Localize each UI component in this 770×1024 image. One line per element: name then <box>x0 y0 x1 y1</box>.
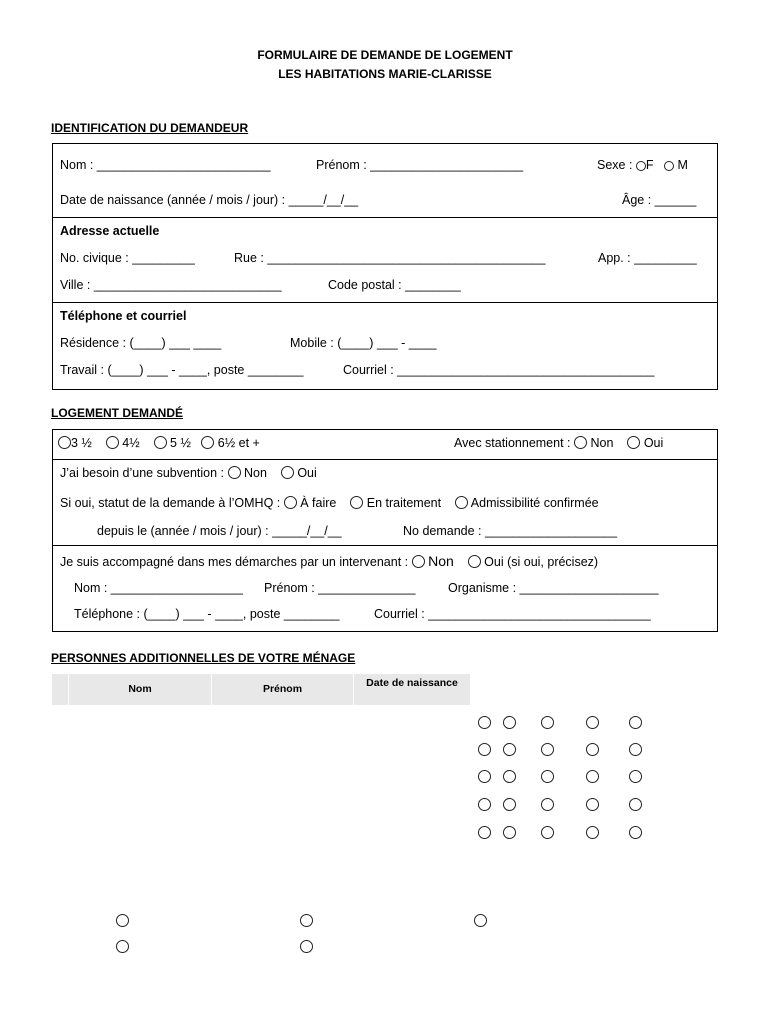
date-naissance-field[interactable]: Date de naissance (année / mois / jour) : _____/__/__ <box>60 193 359 207</box>
stationnement-label: Avec stationnement : <box>454 436 571 450</box>
menage-radio[interactable] <box>478 743 491 756</box>
statut-label: Si oui, statut de la demande à l’OMHQ : <box>60 496 281 510</box>
opt-6-radio[interactable] <box>201 436 214 449</box>
opt-5-label: 5 ½ <box>170 436 191 450</box>
menage-radio[interactable] <box>541 826 554 839</box>
menage-radio[interactable] <box>541 716 554 729</box>
sub-non-radio[interactable] <box>228 466 241 479</box>
extra-radio[interactable] <box>116 914 129 927</box>
divider <box>52 545 718 546</box>
divider <box>52 459 718 460</box>
sexe-f-radio[interactable] <box>636 161 646 171</box>
divider <box>52 302 718 303</box>
menage-radio[interactable] <box>541 770 554 783</box>
acc-non-radio[interactable] <box>412 555 425 568</box>
prenom-field[interactable]: Prénom : ______________________ <box>316 158 524 172</box>
sexe-m-label: M <box>677 158 688 172</box>
opt-5-radio[interactable] <box>154 436 167 449</box>
identification-box <box>52 143 718 390</box>
statut-admis-radio[interactable] <box>455 496 468 509</box>
opt-3-radio[interactable] <box>58 436 71 449</box>
sexe-f-label: F <box>645 158 654 172</box>
acc-non-label: Non <box>428 553 454 569</box>
statut-traitement-radio[interactable] <box>350 496 363 509</box>
sub-non-label: Non <box>243 466 267 480</box>
no-demande-field[interactable]: No demande : ___________________ <box>403 524 618 538</box>
opt-6-label: 6½ et + <box>217 436 260 450</box>
opt-3-label: 3 ½ <box>71 436 92 450</box>
stationnement-row <box>454 436 663 450</box>
adresse-title: Adresse actuelle <box>60 224 160 238</box>
extra-radio[interactable] <box>300 914 313 927</box>
stat-oui-label: Oui <box>643 436 664 450</box>
menage-radio[interactable] <box>629 826 642 839</box>
statut-admis-label: Admissibilité confirmée <box>470 496 599 510</box>
menage-radio[interactable] <box>478 798 491 811</box>
section-identification-title: IDENTIFICATION DU DEMANDEUR <box>51 121 249 135</box>
extra-radio[interactable] <box>474 914 487 927</box>
sub-oui-label: Oui <box>297 466 317 480</box>
acc-oui-label: Oui (si oui, précisez) <box>484 555 599 569</box>
menage-radio[interactable] <box>586 743 599 756</box>
rue-field[interactable]: Rue : ________________________________________ <box>234 251 546 265</box>
nom-field[interactable]: Nom : _________________________ <box>60 158 271 172</box>
menage-radio[interactable] <box>541 798 554 811</box>
ville-field[interactable]: Ville : ___________________________ <box>60 278 282 292</box>
code-postal-field[interactable]: Code postal : ________ <box>328 278 461 292</box>
menage-radio[interactable] <box>629 743 642 756</box>
table-header-nom: Nom <box>69 674 211 705</box>
table-header-date-naissance: Date de naissance <box>354 674 470 705</box>
statut-traitement-label: En traitement <box>366 496 442 510</box>
stat-oui-radio[interactable] <box>627 436 640 449</box>
menage-radio[interactable] <box>503 743 516 756</box>
logement-options <box>58 436 260 450</box>
stat-non-radio[interactable] <box>574 436 587 449</box>
int-telephone-field[interactable]: Téléphone : (____) ___ - ____, poste ________ <box>74 607 340 621</box>
int-nom-field[interactable]: Nom : ___________________ <box>74 581 243 595</box>
menage-radio[interactable] <box>503 770 516 783</box>
menage-radio[interactable] <box>629 798 642 811</box>
menage-radio[interactable] <box>541 743 554 756</box>
menage-radio[interactable] <box>586 798 599 811</box>
statut-faire-radio[interactable] <box>284 496 297 509</box>
subvention-label: J’ai besoin d’une subvention : <box>60 466 225 480</box>
mobile-field[interactable]: Mobile : (____) ___ - ____ <box>290 336 437 350</box>
statut-row <box>60 496 599 510</box>
extra-radio[interactable] <box>300 940 313 953</box>
int-organisme-field[interactable]: Organisme : ____________________ <box>448 581 659 595</box>
sexe-label: Sexe : F M <box>597 158 688 172</box>
menage-radio[interactable] <box>478 716 491 729</box>
menage-radio[interactable] <box>478 770 491 783</box>
menage-radio[interactable] <box>629 716 642 729</box>
app-field[interactable]: App. : _________ <box>598 251 697 265</box>
depuis-field[interactable]: depuis le (année / mois / jour) : _____/__/__ <box>97 524 342 538</box>
telephone-title: Téléphone et courriel <box>60 309 187 323</box>
menage-radio[interactable] <box>629 770 642 783</box>
menage-radio[interactable] <box>503 798 516 811</box>
extra-radio[interactable] <box>116 940 129 953</box>
menage-radio[interactable] <box>586 770 599 783</box>
stat-non-label: Non <box>590 436 614 450</box>
divider <box>52 217 718 218</box>
courriel-field[interactable]: Courriel : _____________________________________ <box>343 363 655 377</box>
table-header-spacer <box>52 674 68 705</box>
table-header-prenom: Prénom <box>212 674 353 705</box>
menage-radio[interactable] <box>586 716 599 729</box>
residence-field[interactable]: Résidence : (____) ___ ____ <box>60 336 222 350</box>
form-subtitle: LES HABITATIONS MARIE-CLARISSE <box>278 67 492 81</box>
menage-radio[interactable] <box>586 826 599 839</box>
opt-4-radio[interactable] <box>106 436 119 449</box>
menage-radio[interactable] <box>503 716 516 729</box>
section-menage-title: PERSONNES ADDITIONNELLES DE VOTRE MÉNAGE <box>51 651 356 665</box>
form-title: FORMULAIRE DE DEMANDE DE LOGEMENT <box>257 48 513 62</box>
int-courriel-field[interactable]: Courriel : ________________________________ <box>374 607 651 621</box>
subvention-row <box>60 466 317 480</box>
menage-radio[interactable] <box>503 826 516 839</box>
section-logement-title: LOGEMENT DEMANDÉ <box>51 406 183 420</box>
accompagne-label: Je suis accompagné dans mes démarches par un intervenant : <box>60 555 409 569</box>
opt-4-label: 4½ <box>122 436 140 450</box>
no-civique-field[interactable]: No. civique : _________ <box>60 251 195 265</box>
int-prenom-field[interactable]: Prénom : ______________ <box>264 581 416 595</box>
statut-faire-label: À faire <box>300 496 337 510</box>
travail-field[interactable]: Travail : (____) ___ - ____, poste ________ <box>60 363 304 377</box>
sexe-m-radio[interactable] <box>664 161 674 171</box>
age-field[interactable]: Âge : ______ <box>622 193 697 207</box>
sub-oui-radio[interactable] <box>281 466 294 479</box>
menage-radio[interactable] <box>478 826 491 839</box>
acc-oui-radio[interactable] <box>468 555 481 568</box>
accompagne-row <box>60 553 598 569</box>
